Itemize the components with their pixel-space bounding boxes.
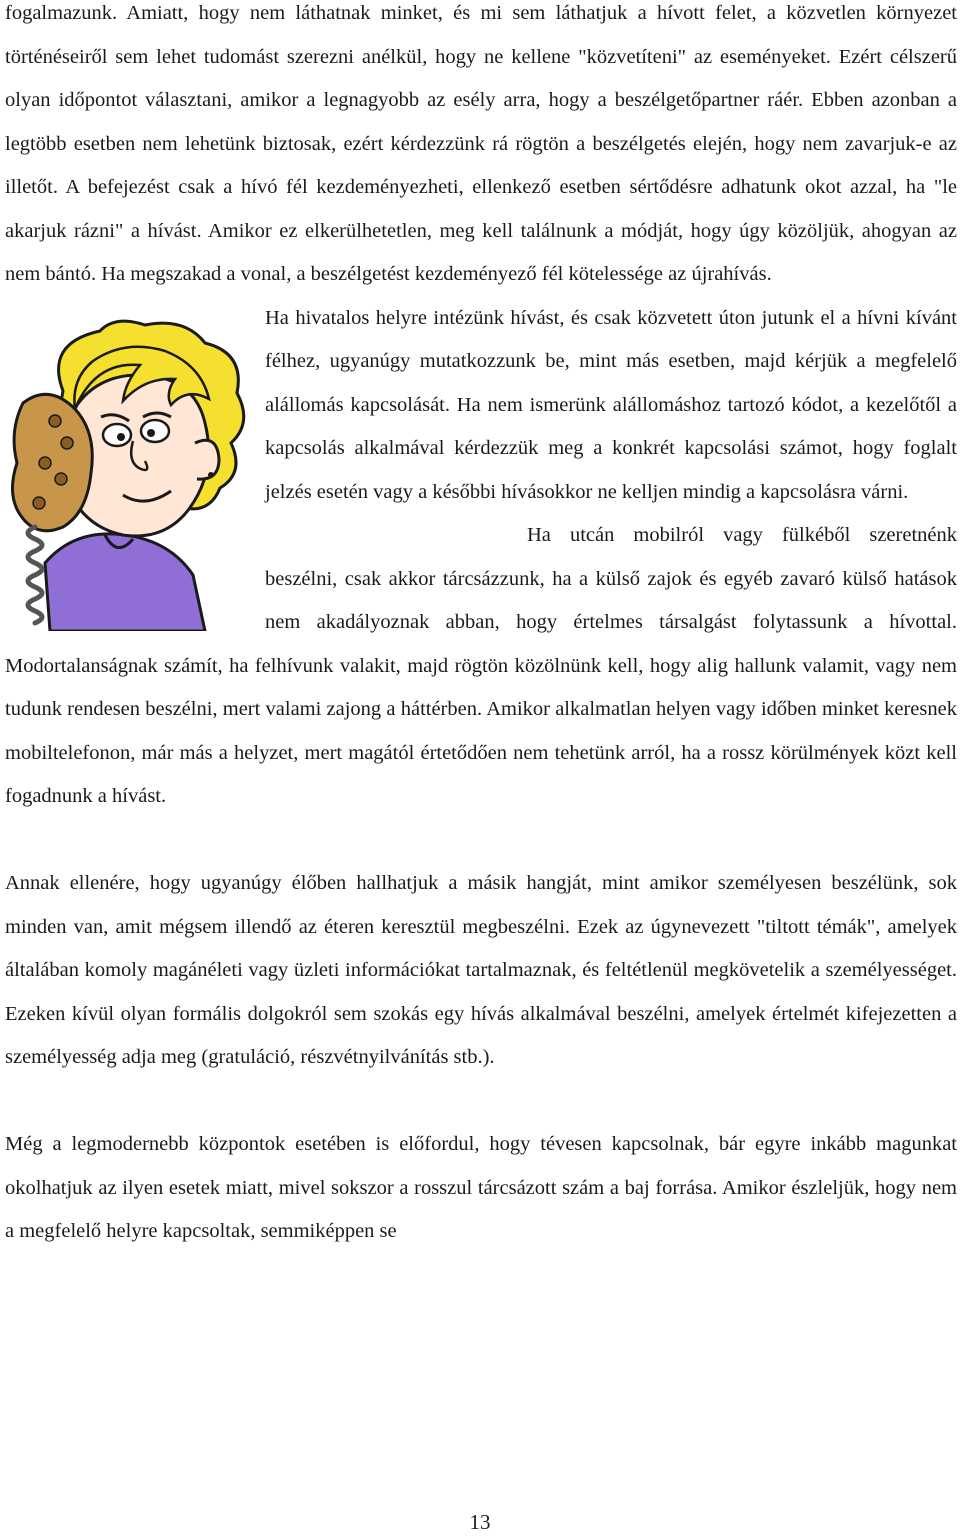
phone-caller-illustration [5,313,253,631]
paragraph-5: Még a legmodernebb központok esetében is előfordul, hogy tévesen kapcsolnak, bár egyre inkább magunkat okolhatjuk az ilyen esetek miatt, mivel sokszor a rosszul tárcsázott szám a baj forrása. Amikor észleljük, hogy nem a megfelelő helyre kapcsoltak, semmiképpen se [5,1133,957,1242]
paragraph-gap [5,1080,957,1124]
person-on-telephone-cartoon-icon [5,313,253,631]
paragraph-2: Ha hivatalos helyre intézünk hívást, és csak közvetett úton jutunk el a hívni kívánt félhez, ugyanúgy mutatkozzunk be, mint más esetben, majd kérjük a megfelelő alállomás kapcsolását. Ha nem ismerünk alállomáshoz tartozó kódot, a kezelőtől a kapcsolás alkalmával kérdezzük meg a konkrét kapcsolási számot, hogy foglalt jelzés esetén vagy a későbbi hívásokkor ne kelljen mindig a kapcsolásra várni. [265,306,957,503]
paragraph-1: fogalmazunk. Amiatt, hogy nem láthatnak minket, és mi sem láthatjuk a hívott felet, a közvetlen környezet történéseiről sem lehet tudomást szerezni anélkül, hogy ne kellene "közvetíteni" az eseményeket. Ezért célszerű olyan időpontot választani, amikor a legnagyobb az esély arra, hogy a beszélgetőpartner ráér. Ebben azonban a legtöbb esetben nem lehetünk biztosak, ezért kérdezzünk rá rögtön a beszélgetés elején, hogy nem zavarjuk-e az illetőt. A befejezést csak a hívó fél kezdeményezheti, ellenkező esetben sértődésre adhatunk okot azzal, ha "le akarjuk rázni" a hívást. Amikor ez elkerülhetetlen, meg kell találnunk a módját, hogy úgy közöljük, ahogyan az nem bántó. Ha megszakad a vonal, a beszélgetést kezdeményező fél kötelessége az újrahívás. [5,2,957,285]
paragraph-3: Ha utcán mobilról vagy fülkéből szeretnénk beszélni, csak akkor tárcsázzunk, ha a külső zajok és egyéb zavaró külső hatások nem akadályoznak abban, hogy értelmes társalgást folytassunk a hívottal. Modortalanságnak számít, ha felhívunk valakit, majd rögtön közölnünk kell, hogy alig hallunk valamit, vagy nem tudunk rendesen beszélni, mert valami zajong a háttérben. Amikor alkalmatlan helyen vagy időben minket keresnek mobiltelefonon, már más a helyzet, mert magától értetődően nem tehetünk arról, ha a rossz körülmények közt kell fogadnunk a hívást. [5,524,957,807]
document-page [5,0,957,1254]
paragraph-gap [5,819,957,863]
paragraph-4: Annak ellenére, hogy ugyanúgy élőben hallhatjuk a másik hangját, mint amikor személyesen beszélünk, sok minden van, amit mégsem illendő az éteren keresztül megbeszélni. Ezek az úgynevezett "tiltott témák", amelyek általában komoly magánéleti vagy üzleti információkat tartalmaznak, és feltétlenül megkövetelik a személyességet. Ezeken kívül olyan formális dolgokról sem szokás egy hívás alkalmával beszélni, amelyek értelmét kifejezetten a személyesség adja meg (gratuláció, részvétnyilvánítás stb.). [5,872,957,1068]
page-number: 13 [469,1510,491,1534]
